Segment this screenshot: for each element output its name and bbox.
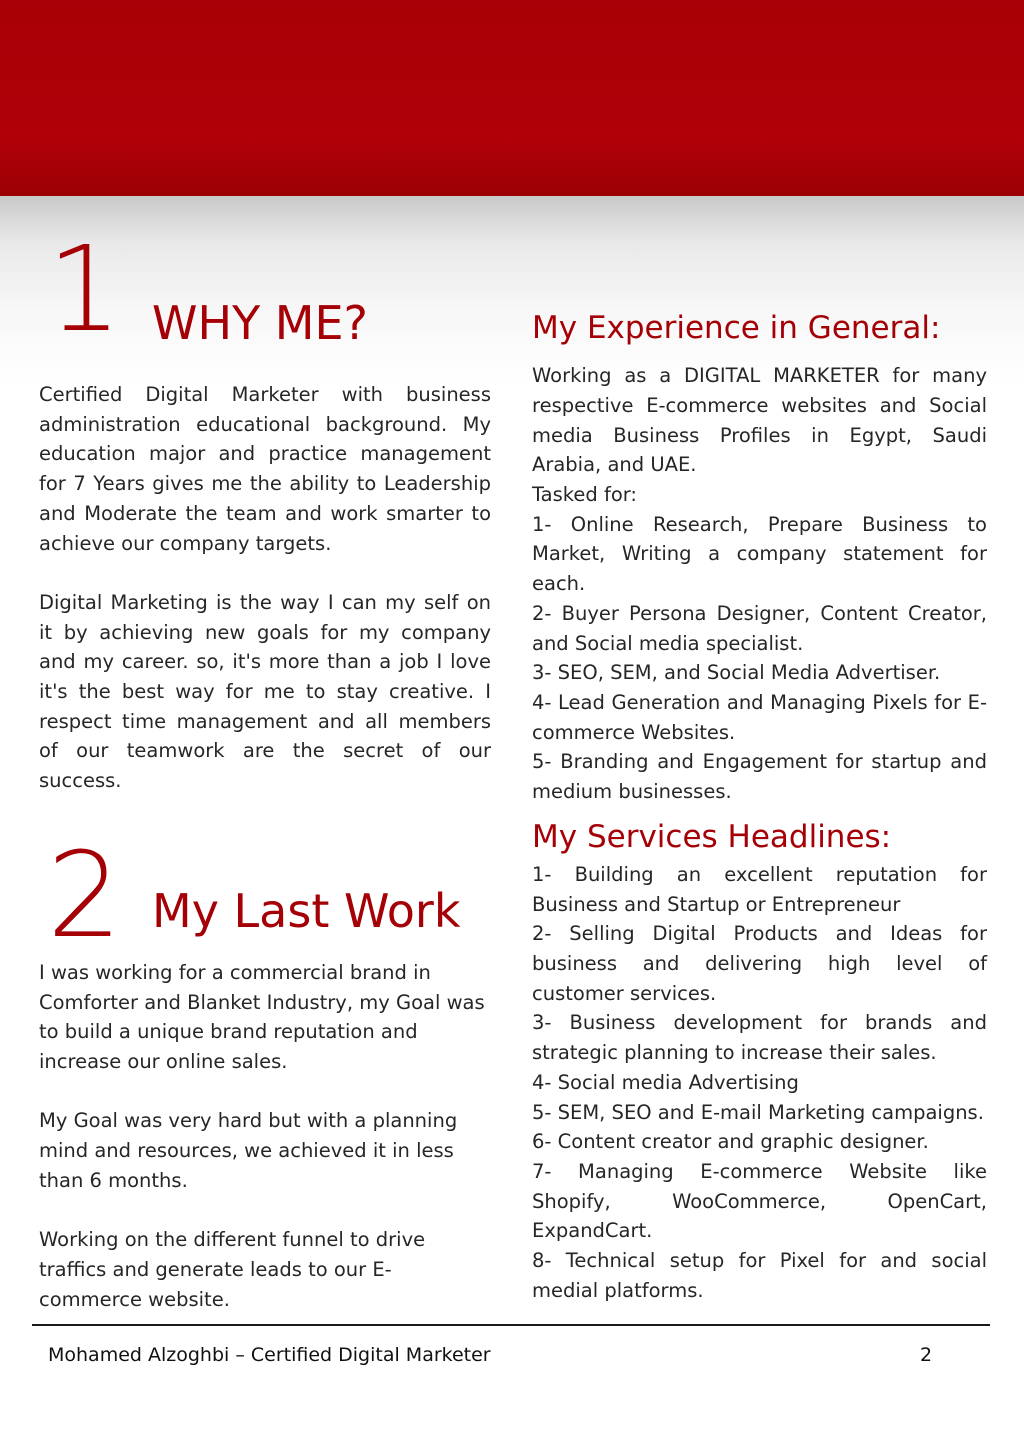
last-work-paragraph: My Goal was very hard but with a planning mind and resources, we achieved it in less than 6 months. — [39, 1109, 458, 1192]
header-banner — [0, 0, 1024, 200]
experience-tasked-label: Tasked for: — [532, 483, 638, 506]
service-item: 5- SEM, SEO and E-mail Marketing campaigns. — [532, 1100, 984, 1124]
service-item: 1- Building an excellent reputation for Business and Startup or Entrepreneur — [532, 862, 987, 916]
last-work-paragraph: Working on the different funnel to drive traffics and generate leads to our E-commerce website. — [39, 1228, 426, 1311]
service-item: 4- Social media Advertising — [532, 1070, 799, 1094]
experience-item: 2- Buyer Persona Designer, Content Creator, and Social media specialist. — [532, 601, 987, 655]
footer-divider — [32, 1324, 990, 1326]
experience-intro: Working as a DIGITAL MARKETER for many respective E-commerce websites and Social media Business Profiles in Egypt, Saudi Arabia, and UAE. — [532, 364, 987, 477]
service-item: 7- Managing E-commerce Website like Shopify, WooCommerce, OpenCart, ExpandCart. — [532, 1159, 987, 1243]
services-title: My Services Headlines: — [532, 818, 892, 855]
service-item: 6- Content creator and graphic designer. — [532, 1130, 929, 1154]
section-number-2: 2 — [47, 825, 123, 964]
service-item: 3- Business development for brands and strategic planning to increase their sales. — [532, 1011, 987, 1065]
why-me-title: WHY ME? — [152, 296, 368, 350]
experience-title: My Experience in General: — [532, 310, 941, 346]
left-column — [39, 220, 491, 1344]
page-number: 2 — [920, 1344, 933, 1366]
experience-item: 4- Lead Generation and Managing Pixels for E-commerce Websites. — [532, 690, 987, 744]
right-column — [532, 310, 987, 1305]
section-number-1: 1 — [47, 220, 123, 358]
experience-item: 1- Online Research, Prepare Business to Market, Writing a company statement for each. — [532, 512, 987, 596]
why-me-paragraph: Certified Digital Marketer with business administration educational background. My education major and practice management for 7 Years gives me the ability to Leadership and Moderate the team and work smarter to achieve our company targets. — [39, 383, 491, 555]
experience-item: 3- SEO, SEM, and Social Media Advertiser. — [532, 661, 941, 685]
experience-item: 5- Branding and Engagement for startup and medium businesses. — [532, 750, 987, 804]
last-work-title: My Last Work — [152, 883, 461, 938]
why-me-heading — [39, 220, 491, 360]
last-work-paragraph: I was working for a commercial brand in Comforter and Blanket Industry, my Goal was to build a unique brand reputation and increase our online sales. — [39, 960, 485, 1073]
last-work-heading — [39, 825, 491, 964]
footer-author: Mohamed Alzoghbi – Certified Digital Marketer — [48, 1344, 491, 1366]
service-item: 2- Selling Digital Products and Ideas for business and delivering high level of customer services. — [532, 922, 987, 1005]
why-me-paragraph: Digital Marketing is the way I can my self on it by achieving new goals for my company and my career. so, it's more than a job I love it's the best way for me to stay creative. I respect time management and all members of our teamwork are the secret of our success. — [39, 590, 491, 793]
service-item: 8- Technical setup for Pixel for and social medial platforms. — [532, 1249, 987, 1302]
